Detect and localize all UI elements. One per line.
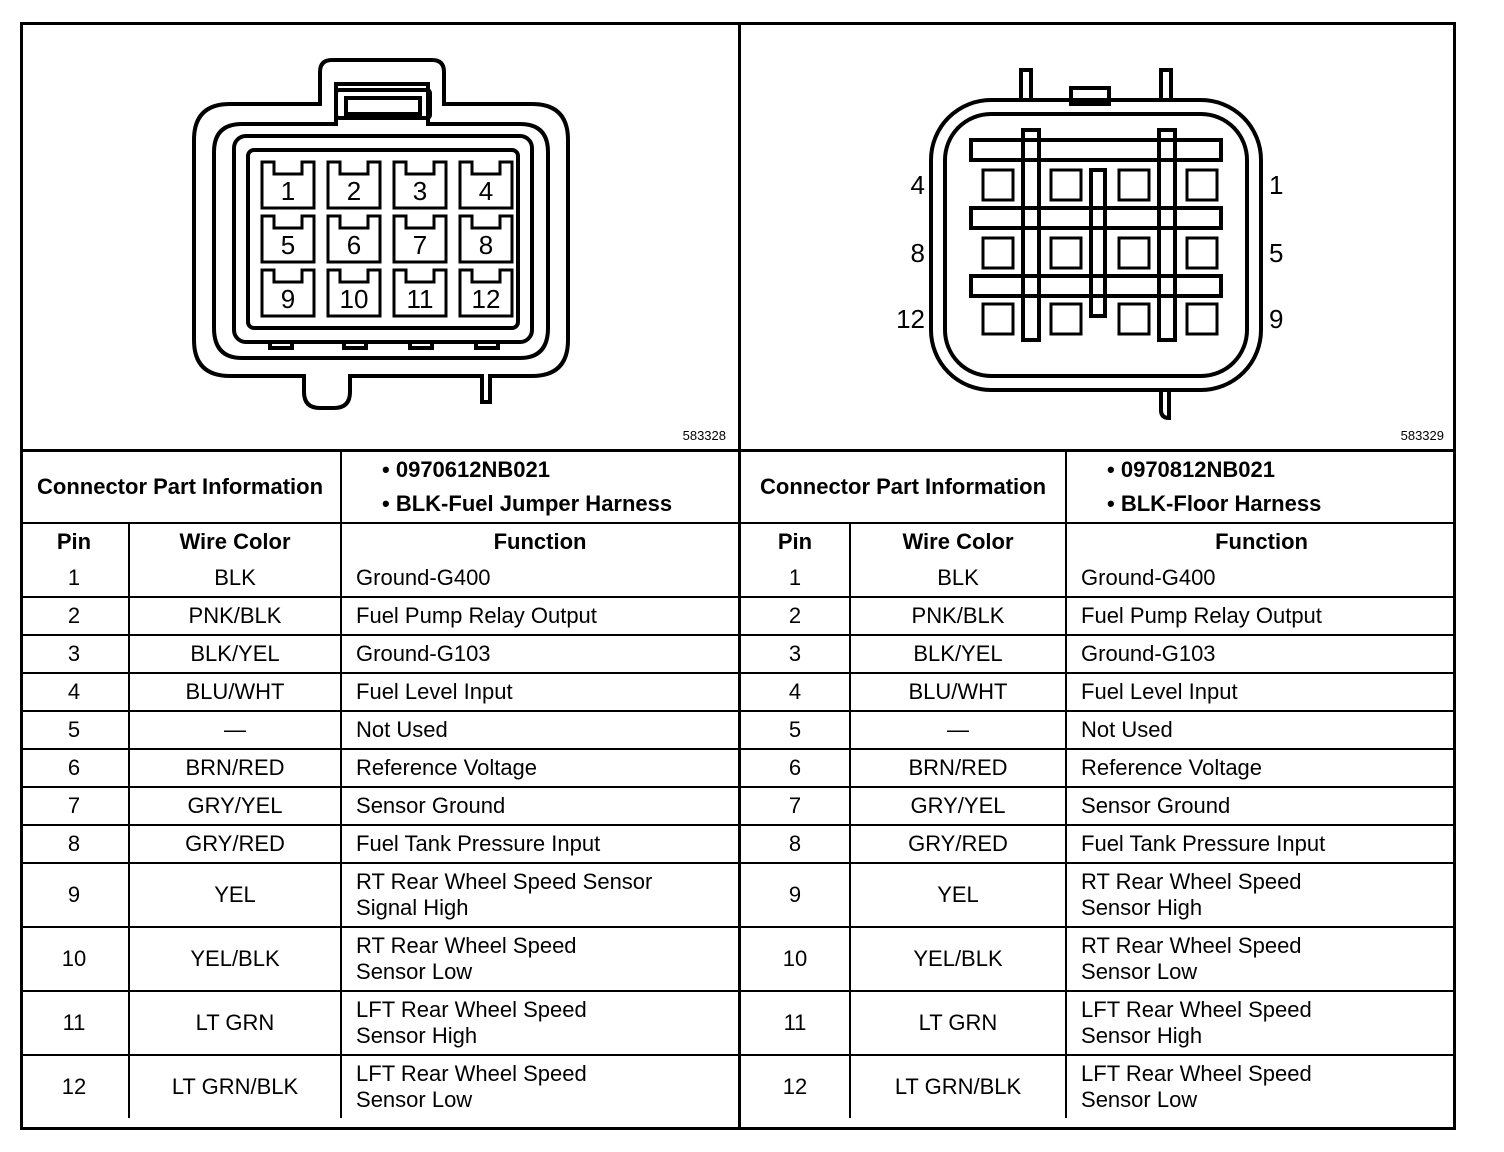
pin-cavity (1187, 238, 1217, 268)
pin-number-cell: 8 (20, 825, 129, 863)
pin-number-cell: 9 (20, 863, 129, 927)
pin-number-cell: 6 (20, 749, 129, 787)
pin-number-cell: 9 (741, 863, 850, 927)
pin-number-cell: 3 (20, 635, 129, 673)
function-text-line2: Signal High (356, 895, 469, 920)
pin-row-left (20, 927, 738, 991)
function-cell (341, 560, 738, 597)
function-text: Ground-G400 (356, 565, 491, 590)
wire-color-cell: BLK/YEL (850, 635, 1066, 673)
pin-cavity (1119, 170, 1149, 200)
wire-color-cell: BLK/YEL (129, 635, 341, 673)
function-text: LFT Rear Wheel Speed (1081, 1061, 1312, 1086)
pin-row-right (741, 825, 1456, 863)
pin-number-cell: 4 (20, 673, 129, 711)
function-cell (341, 711, 738, 749)
function-cell (341, 825, 738, 863)
column-header-row-right (741, 523, 1456, 560)
wire-color-cell: — (129, 711, 341, 749)
pin-cavity-label: 7 (412, 230, 428, 260)
function-text: Fuel Level Input (1081, 679, 1238, 704)
pin-cavity-label: 2 (346, 176, 362, 206)
function-text-line2: Sensor High (1081, 1023, 1203, 1048)
connector-face-right (741, 22, 1456, 452)
wire-color-cell: LT GRN/BLK (129, 1055, 341, 1118)
pin-cavity (983, 238, 1013, 268)
pin-row-left (20, 825, 738, 863)
wire-color-cell: GRY/YEL (850, 787, 1066, 825)
pin-cavity (1119, 238, 1149, 268)
wire-color-cell: BRN/RED (129, 749, 341, 787)
pin-number-cell: 12 (20, 1055, 129, 1118)
pin-cavity (1051, 170, 1081, 200)
function-text: Fuel Level Input (356, 679, 513, 704)
wire-color-cell: BLK (850, 560, 1066, 597)
pin-number-cell: 5 (741, 711, 850, 749)
pin-row-right (741, 560, 1456, 597)
wire-color-cell: YEL (850, 863, 1066, 927)
pin-number-cell: 7 (20, 787, 129, 825)
function-text-line2: Sensor High (1081, 895, 1203, 920)
function-cell (1066, 927, 1456, 991)
part-number-right: 0970812NB021 (1120, 457, 1275, 482)
function-text-line2: Sensor Low (356, 959, 473, 984)
pin-number-cell: 11 (20, 991, 129, 1055)
function-cell (341, 1055, 738, 1118)
wire-color-cell: PNK/BLK (129, 597, 341, 635)
function-text: Sensor Ground (1081, 793, 1231, 818)
col-pin-header-left: Pin (20, 523, 129, 560)
function-text: Reference Voltage (1081, 755, 1263, 780)
function-text: Not Used (1081, 717, 1173, 742)
wire-color-cell: BLU/WHT (129, 673, 341, 711)
pin-number-cell: 11 (741, 991, 850, 1055)
pin-cavity-label: 12 (471, 284, 501, 314)
function-cell (1066, 825, 1456, 863)
function-cell (341, 991, 738, 1055)
function-text: Fuel Tank Pressure Input (356, 831, 601, 856)
function-cell (1066, 560, 1456, 597)
function-text: Sensor Ground (356, 793, 506, 818)
pin-cavity-label: 8 (478, 230, 494, 260)
pin-number-cell: 12 (741, 1055, 850, 1118)
pin-row-left (20, 560, 738, 597)
pin-cavity (983, 170, 1013, 200)
wire-color-cell: LT GRN/BLK (850, 1055, 1066, 1118)
function-text: RT Rear Wheel Speed Sensor (356, 869, 653, 894)
pin-number-cell: 1 (741, 560, 850, 597)
harness-description-right: BLK-Floor Harness (1120, 491, 1322, 516)
function-text-line2: Sensor Low (1081, 1087, 1198, 1112)
pin-row-left (20, 787, 738, 825)
pin-cavity (1187, 304, 1217, 334)
pin-cavity (983, 304, 1013, 334)
pin-row-right (741, 863, 1456, 927)
pin-cavity-label: 4 (478, 176, 494, 206)
connector-info-row-left (20, 452, 738, 523)
pin-row-left (20, 1055, 738, 1118)
pin-row-right (741, 673, 1456, 711)
pin-row-right (741, 597, 1456, 635)
pin-side-label-right: 1 (1269, 170, 1284, 200)
function-text: Ground-G103 (356, 641, 491, 666)
function-text: Fuel Tank Pressure Input (1081, 831, 1326, 856)
pin-number-cell: 4 (741, 673, 850, 711)
harness-description-left: BLK-Fuel Jumper Harness (395, 491, 673, 516)
connector-drawing-right (741, 22, 1456, 452)
function-cell (1066, 863, 1456, 927)
column-header-row-left (20, 523, 738, 560)
connector-info-values-left: • 0970612NB021 • BLK-Fuel Jumper Harness (341, 452, 738, 523)
connector-face-left (20, 22, 738, 452)
pin-number-cell: 6 (741, 749, 850, 787)
pin-number-cell: 1 (20, 560, 129, 597)
connector-panel-right (738, 22, 1456, 1130)
function-text-line2: Sensor Low (356, 1087, 473, 1112)
pin-table-left (20, 452, 738, 1118)
pin-number-cell: 7 (741, 787, 850, 825)
function-text: Fuel Pump Relay Output (1081, 603, 1322, 628)
pin-row-left (20, 749, 738, 787)
part-number-left: 0970612NB021 (395, 457, 550, 482)
function-cell (1066, 1055, 1456, 1118)
pin-row-left (20, 597, 738, 635)
pin-cavity (1187, 170, 1217, 200)
col-function-header-left: Function (341, 523, 738, 560)
wire-color-cell: GRY/RED (850, 825, 1066, 863)
function-cell (341, 635, 738, 673)
pin-row-right (741, 1055, 1456, 1118)
wire-color-cell: LT GRN (129, 991, 341, 1055)
pin-table-right (741, 452, 1456, 1118)
function-cell (1066, 635, 1456, 673)
pin-cavity (1051, 304, 1081, 334)
wire-color-cell: BRN/RED (850, 749, 1066, 787)
wire-color-cell: YEL/BLK (129, 927, 341, 991)
pin-row-left (20, 711, 738, 749)
wire-color-cell: YEL/BLK (850, 927, 1066, 991)
pin-cavity (1051, 238, 1081, 268)
function-cell (1066, 787, 1456, 825)
figure-id-right: 583329 (1400, 428, 1444, 443)
pin-number-cell: 3 (741, 635, 850, 673)
function-text: Fuel Pump Relay Output (356, 603, 597, 628)
pin-row-left (20, 863, 738, 927)
pin-cavity-label: 10 (339, 284, 369, 314)
connector-panel-left (20, 22, 738, 1130)
function-text: Reference Voltage (356, 755, 538, 780)
pin-row-right (741, 787, 1456, 825)
col-pin-header-right: Pin (741, 523, 850, 560)
pin-cavity (1119, 304, 1149, 334)
function-text: Ground-G400 (1081, 565, 1216, 590)
pin-number-cell: 10 (20, 927, 129, 991)
function-cell (1066, 673, 1456, 711)
wire-color-cell: GRY/RED (129, 825, 341, 863)
pin-row-right (741, 991, 1456, 1055)
pin-cavity-label: 9 (280, 284, 296, 314)
wire-color-cell: — (850, 711, 1066, 749)
function-text-line2: Sensor Low (1081, 959, 1198, 984)
pin-row-right (741, 749, 1456, 787)
col-wire-header-right: Wire Color (850, 523, 1066, 560)
pin-row-left (20, 635, 738, 673)
pin-cavity-label: 11 (406, 284, 434, 314)
pin-side-label-left: 12 (896, 304, 925, 334)
pin-side-label-left: 8 (910, 238, 925, 268)
col-wire-header-left: Wire Color (129, 523, 341, 560)
pin-row-left (20, 673, 738, 711)
function-text-line2: Sensor High (356, 1023, 478, 1048)
function-text: RT Rear Wheel Speed (356, 933, 577, 958)
pin-number-cell: 8 (741, 825, 850, 863)
pin-cavity-label: 5 (280, 230, 296, 260)
wire-color-cell: GRY/YEL (129, 787, 341, 825)
pin-row-right (741, 711, 1456, 749)
function-cell (1066, 749, 1456, 787)
function-cell (341, 863, 738, 927)
function-cell (1066, 597, 1456, 635)
pin-row-left (20, 991, 738, 1055)
wire-color-cell: BLK (129, 560, 341, 597)
connector-drawing-left (20, 22, 738, 452)
pin-number-cell: 2 (741, 597, 850, 635)
pin-number-cell: 10 (741, 927, 850, 991)
function-cell (341, 787, 738, 825)
wire-color-cell: LT GRN (850, 991, 1066, 1055)
function-text: Not Used (356, 717, 448, 742)
connector-info-row-right (741, 452, 1456, 523)
function-text: RT Rear Wheel Speed (1081, 869, 1302, 894)
pin-cavity-label: 6 (346, 230, 362, 260)
figure-id-left: 583328 (682, 428, 726, 443)
pin-row-right (741, 635, 1456, 673)
function-text: RT Rear Wheel Speed (1081, 933, 1302, 958)
pin-number-cell: 5 (20, 711, 129, 749)
connector-info-label-left: Connector Part Information (20, 452, 341, 523)
function-text: Ground-G103 (1081, 641, 1216, 666)
function-text: LFT Rear Wheel Speed (356, 1061, 587, 1086)
pin-number-cell: 2 (20, 597, 129, 635)
function-text: LFT Rear Wheel Speed (356, 997, 587, 1022)
function-cell (341, 749, 738, 787)
wire-color-cell: YEL (129, 863, 341, 927)
function-cell (341, 597, 738, 635)
pin-cavity-label: 3 (412, 176, 428, 206)
wire-color-cell: BLU/WHT (850, 673, 1066, 711)
function-text: LFT Rear Wheel Speed (1081, 997, 1312, 1022)
pin-side-label-right: 9 (1269, 304, 1284, 334)
function-cell (341, 673, 738, 711)
col-function-header-right: Function (1066, 523, 1456, 560)
function-cell (1066, 991, 1456, 1055)
pin-side-label-left: 4 (910, 170, 925, 200)
pin-cavity-label: 1 (280, 176, 296, 206)
pin-side-label-right: 5 (1269, 238, 1284, 268)
connector-info-values-right: • 0970812NB021 • BLK-Floor Harness (1066, 452, 1456, 523)
function-cell (341, 927, 738, 991)
function-cell (1066, 711, 1456, 749)
pin-row-right (741, 927, 1456, 991)
wire-color-cell: PNK/BLK (850, 597, 1066, 635)
connector-info-label-right: Connector Part Information (741, 452, 1066, 523)
